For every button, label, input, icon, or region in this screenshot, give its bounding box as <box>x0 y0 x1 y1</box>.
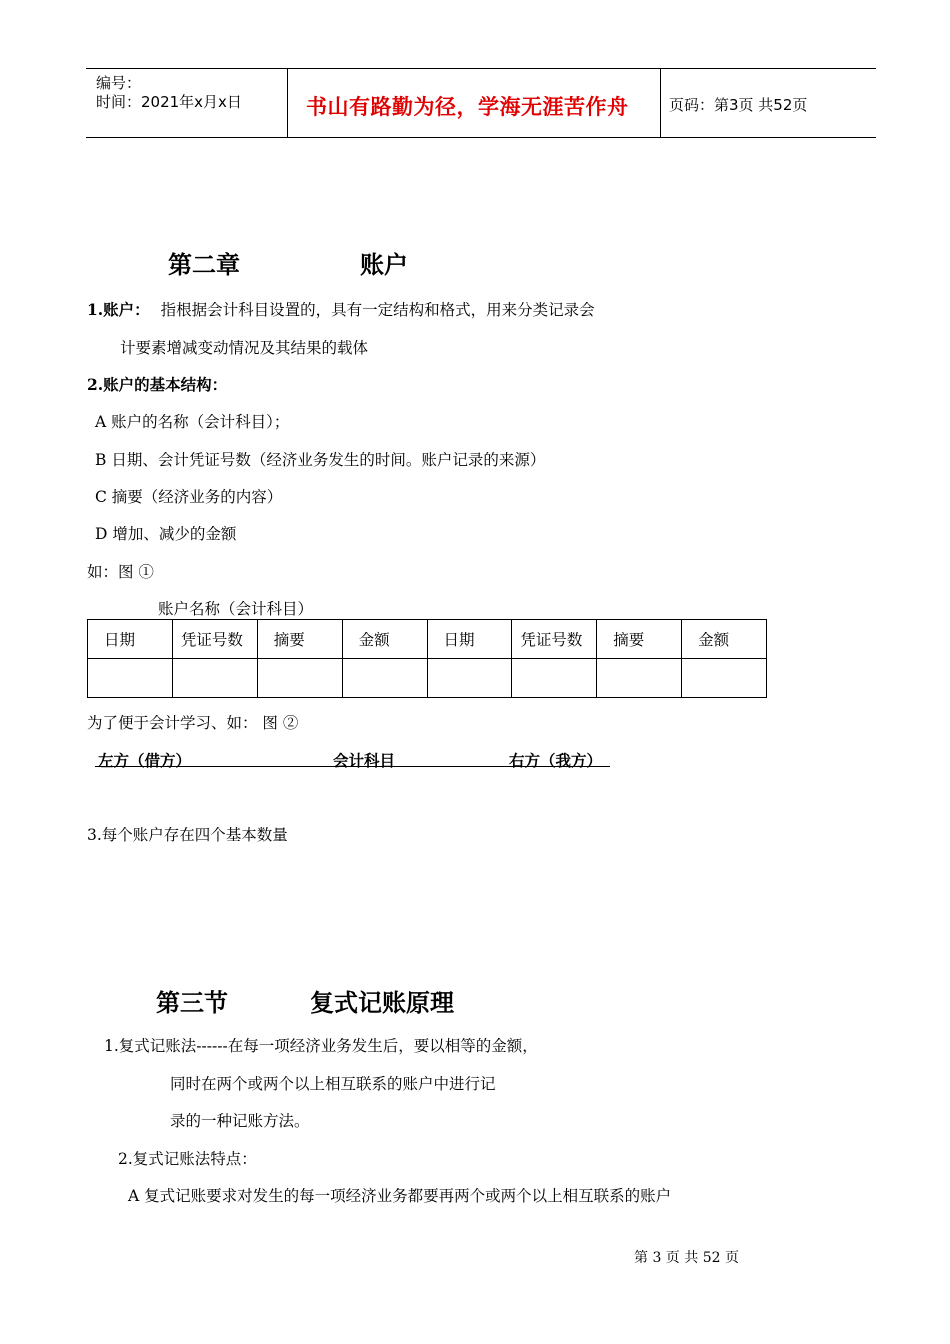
account-name-label: 账户名称（会计科目） <box>158 600 314 618</box>
table-cell <box>682 659 767 698</box>
item1-label: 1.账户： <box>87 300 150 319</box>
page-number-label: 页码：第3页 共52页 <box>669 96 808 114</box>
time-label: 时间：2021年x月x日 <box>96 93 242 111</box>
column-header: 凭证号数 <box>172 620 257 659</box>
ledger-table <box>87 619 767 698</box>
section-p1-line1: 1.复式记账法------在每一项经济业务发生后，要以相等的金额， <box>104 1037 538 1055</box>
section-p1-line3: 录的一种记账方法。 <box>170 1112 310 1130</box>
item1-text: 指根据会计科目设置的，具有一定结构和格式，用来分类记录会 <box>160 301 595 319</box>
section-number: 第三节 <box>156 988 228 1017</box>
header-divider <box>660 69 661 137</box>
t-account-line <box>95 766 610 767</box>
column-header: 金额 <box>682 620 767 659</box>
t-account-left: 左方（借方） <box>98 751 192 770</box>
table-cell <box>512 659 597 698</box>
column-header: 凭证号数 <box>512 620 597 659</box>
column-header: 摘要 <box>597 620 682 659</box>
t-account-center: 会计科目 <box>333 751 396 770</box>
serial-number-label: 编号： <box>96 74 142 92</box>
page-footer: 第 3 页 共 52 页 <box>634 1250 739 1266</box>
table-cell <box>257 659 342 698</box>
list-item: C 摘要（经济业务的内容） <box>95 488 283 506</box>
item3: 3.每个账户存在四个基本数量 <box>87 826 288 844</box>
table-cell <box>172 659 257 698</box>
item2-heading: 2.账户的基本结构： <box>87 375 228 394</box>
column-header: 日期 <box>427 620 512 659</box>
table-cell <box>88 659 173 698</box>
section-title: 复式记账原理 <box>310 988 454 1017</box>
section-p2-heading: 2.复式记账法特点： <box>118 1150 257 1168</box>
t-account-right: 右方（我方） <box>509 751 603 770</box>
page-header <box>86 68 876 138</box>
table-cell <box>597 659 682 698</box>
item1-line <box>87 298 595 320</box>
column-header: 日期 <box>88 620 173 659</box>
table-row <box>88 659 767 698</box>
chapter-number: 第二章 <box>168 250 240 279</box>
table-cell <box>427 659 512 698</box>
figure2-caption: 为了便于会计学习、如： 图 ② <box>87 714 299 732</box>
section-p2-a: A 复式记账要求对发生的每一项经济业务都要再两个或两个以上相互联系的账户 <box>128 1187 672 1205</box>
motto: 书山有路勤为径，学海无涯苦作舟 <box>306 95 629 119</box>
section-p1-line2: 同时在两个或两个以上相互联系的账户中进行记 <box>170 1075 496 1093</box>
item1-text-line2: 计要素增减变动情况及其结果的载体 <box>120 339 369 357</box>
column-header: 金额 <box>342 620 427 659</box>
figure1-caption: 如：图 ① <box>87 563 154 581</box>
table-cell <box>342 659 427 698</box>
list-item: A 账户的名称（会计科目）； <box>95 413 290 431</box>
list-item: D 增加、减少的金额 <box>95 525 237 543</box>
list-item: B 日期、会计凭证号数（经济业务发生的时间。账户记录的来源） <box>95 451 546 469</box>
table-header-row <box>88 620 767 659</box>
chapter-title: 账户 <box>360 250 408 279</box>
column-header: 摘要 <box>257 620 342 659</box>
header-divider <box>287 69 288 137</box>
